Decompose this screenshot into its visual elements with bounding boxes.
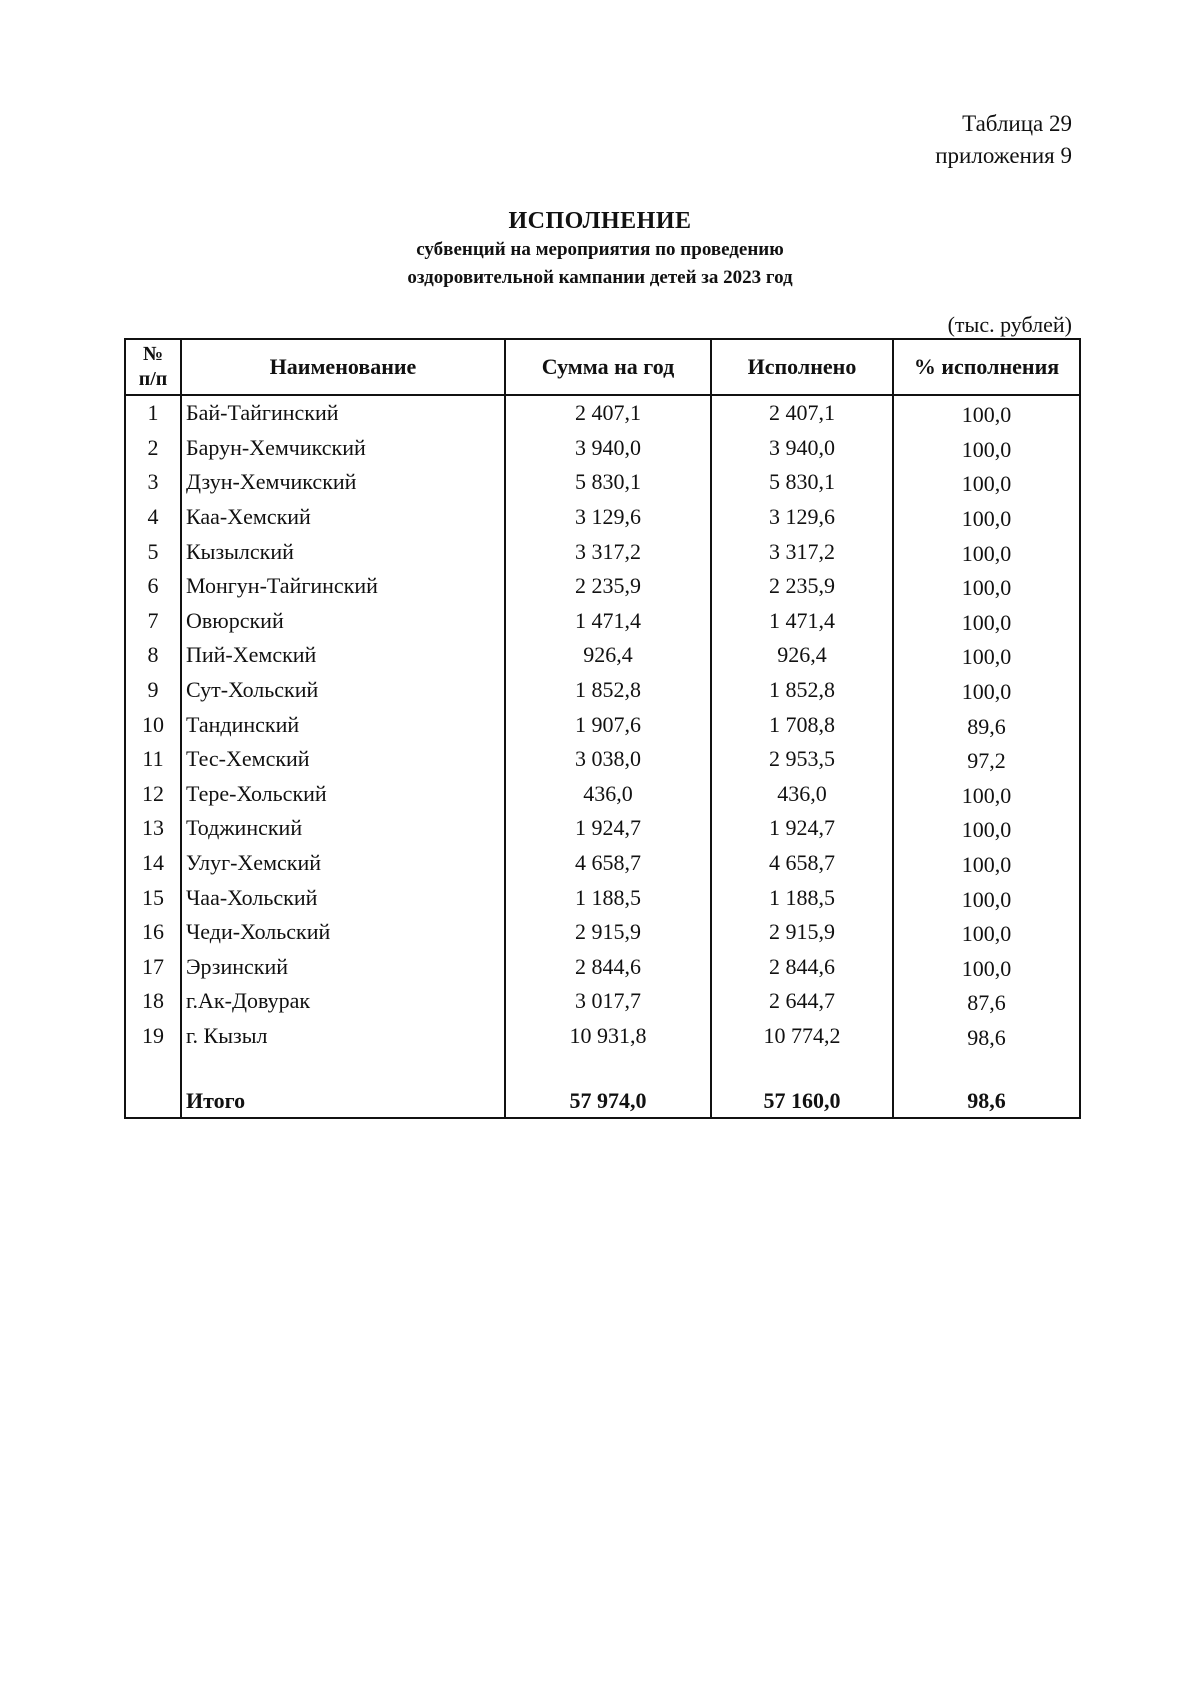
row-name: Тере-Хольский xyxy=(181,777,505,812)
row-sum: 1 924,7 xyxy=(505,811,711,846)
row-name: Чеди-Хольский xyxy=(181,915,505,950)
row-done: 1 924,7 xyxy=(711,811,893,846)
row-number: 4 xyxy=(125,500,181,535)
total-pct: 98,6 xyxy=(893,1085,1080,1118)
row-number: 5 xyxy=(125,534,181,569)
header-done: Исполнено xyxy=(711,339,893,395)
table-total-row xyxy=(125,1085,1080,1118)
row-number: 7 xyxy=(125,604,181,639)
row-number: 11 xyxy=(125,742,181,777)
row-pct: 87,6 xyxy=(893,984,1080,1019)
table-row xyxy=(125,604,1080,639)
row-number: 6 xyxy=(125,569,181,604)
row-name: Каа-Хемский xyxy=(181,500,505,535)
header-number xyxy=(125,339,181,395)
row-sum: 3 038,0 xyxy=(505,742,711,777)
row-done: 3 129,6 xyxy=(711,500,893,535)
row-number: 12 xyxy=(125,777,181,812)
row-done: 3 317,2 xyxy=(711,534,893,569)
row-name: Сут-Хольский xyxy=(181,673,505,708)
row-done: 3 940,0 xyxy=(711,431,893,466)
header-number-line2: п/п xyxy=(138,368,168,390)
row-pct: 100,0 xyxy=(893,950,1080,985)
row-sum: 5 830,1 xyxy=(505,465,711,500)
document-subtitle-line1: субвенций на мероприятия по проведению xyxy=(416,239,784,260)
row-number: 14 xyxy=(125,846,181,881)
document-subtitle-line2: оздоровительной кампании детей за 2023 год xyxy=(407,267,793,288)
row-sum: 436,0 xyxy=(505,777,711,812)
row-done: 2 915,9 xyxy=(711,915,893,950)
table-row xyxy=(125,638,1080,673)
row-number: 10 xyxy=(125,707,181,742)
row-name: г. Кызыл xyxy=(181,1019,505,1054)
row-pct: 100,0 xyxy=(893,915,1080,950)
row-name: Кызылский xyxy=(181,534,505,569)
table-reference xyxy=(935,108,1072,172)
table-number: Таблица 29 xyxy=(962,111,1072,136)
row-number: 3 xyxy=(125,465,181,500)
row-sum: 1 852,8 xyxy=(505,673,711,708)
row-number: 2 xyxy=(125,431,181,466)
row-name: Тес-Хемский xyxy=(181,742,505,777)
row-sum: 3 017,7 xyxy=(505,984,711,1019)
row-done: 5 830,1 xyxy=(711,465,893,500)
appendix-number: приложения 9 xyxy=(935,143,1072,168)
row-name: Овюрский xyxy=(181,604,505,639)
row-name: Монгун-Тайгинский xyxy=(181,569,505,604)
row-sum: 4 658,7 xyxy=(505,846,711,881)
document-title: ИСПОЛНЕНИЕ xyxy=(508,208,692,234)
document-title-block xyxy=(0,206,1200,292)
table-row xyxy=(125,846,1080,881)
row-name: Эрзинский xyxy=(181,950,505,985)
row-pct: 100,0 xyxy=(893,880,1080,915)
row-sum: 3 317,2 xyxy=(505,534,711,569)
table-row xyxy=(125,500,1080,535)
table-row xyxy=(125,395,1080,431)
header-pct: % исполнения xyxy=(893,339,1080,395)
row-number: 1 xyxy=(125,395,181,431)
row-pct: 100,0 xyxy=(893,395,1080,431)
row-pct: 100,0 xyxy=(893,673,1080,708)
row-sum: 2 235,9 xyxy=(505,569,711,604)
total-name: Итого xyxy=(181,1085,505,1118)
row-done: 10 774,2 xyxy=(711,1019,893,1054)
table-row xyxy=(125,811,1080,846)
row-name: Пий-Хемский xyxy=(181,638,505,673)
header-name: Наименование xyxy=(181,339,505,395)
row-name: Тоджинский xyxy=(181,811,505,846)
row-sum: 2 915,9 xyxy=(505,915,711,950)
row-name: Дзун-Хемчикский xyxy=(181,465,505,500)
row-pct: 100,0 xyxy=(893,431,1080,466)
row-pct: 89,6 xyxy=(893,707,1080,742)
row-done: 2 953,5 xyxy=(711,742,893,777)
table-row xyxy=(125,984,1080,1019)
row-done: 4 658,7 xyxy=(711,846,893,881)
row-number: 19 xyxy=(125,1019,181,1054)
row-done: 926,4 xyxy=(711,638,893,673)
row-number: 9 xyxy=(125,673,181,708)
row-name: Тандинский xyxy=(181,707,505,742)
row-done: 1 188,5 xyxy=(711,880,893,915)
table-row xyxy=(125,569,1080,604)
row-name: г.Ак-Довурак xyxy=(181,984,505,1019)
row-number: 8 xyxy=(125,638,181,673)
row-pct: 100,0 xyxy=(893,465,1080,500)
table-spacer-row xyxy=(125,1053,1080,1085)
table-row xyxy=(125,880,1080,915)
table-row xyxy=(125,673,1080,708)
row-name: Бай-Тайгинский xyxy=(181,395,505,431)
row-done: 1 708,8 xyxy=(711,707,893,742)
row-done: 1 471,4 xyxy=(711,604,893,639)
table-header-row xyxy=(125,339,1080,395)
row-number: 17 xyxy=(125,950,181,985)
row-sum: 2 407,1 xyxy=(505,395,711,431)
row-pct: 100,0 xyxy=(893,846,1080,881)
table-row xyxy=(125,1019,1080,1054)
row-number: 15 xyxy=(125,880,181,915)
row-name: Чаа-Хольский xyxy=(181,880,505,915)
row-number: 18 xyxy=(125,984,181,1019)
total-sum: 57 974,0 xyxy=(505,1085,711,1118)
row-sum: 1 471,4 xyxy=(505,604,711,639)
row-pct: 100,0 xyxy=(893,534,1080,569)
row-done: 2 844,6 xyxy=(711,950,893,985)
row-sum: 2 844,6 xyxy=(505,950,711,985)
row-done: 2 644,7 xyxy=(711,984,893,1019)
row-pct: 97,2 xyxy=(893,742,1080,777)
row-pct: 100,0 xyxy=(893,604,1080,639)
row-sum: 10 931,8 xyxy=(505,1019,711,1054)
row-pct: 98,6 xyxy=(893,1019,1080,1054)
row-sum: 3 940,0 xyxy=(505,431,711,466)
row-done: 436,0 xyxy=(711,777,893,812)
table-row xyxy=(125,465,1080,500)
row-pct: 100,0 xyxy=(893,500,1080,535)
row-done: 2 235,9 xyxy=(711,569,893,604)
table-row xyxy=(125,534,1080,569)
header-sum: Сумма на год xyxy=(505,339,711,395)
row-done: 2 407,1 xyxy=(711,395,893,431)
table-row xyxy=(125,431,1080,466)
row-sum: 926,4 xyxy=(505,638,711,673)
row-pct: 100,0 xyxy=(893,811,1080,846)
table-row xyxy=(125,707,1080,742)
table-row xyxy=(125,915,1080,950)
row-done: 1 852,8 xyxy=(711,673,893,708)
row-name: Барун-Хемчикский xyxy=(181,431,505,466)
table-row xyxy=(125,777,1080,812)
units-note: (тыс. рублей) xyxy=(947,312,1072,337)
row-name: Улуг-Хемский xyxy=(181,846,505,881)
row-pct: 100,0 xyxy=(893,569,1080,604)
row-pct: 100,0 xyxy=(893,638,1080,673)
row-sum: 1 188,5 xyxy=(505,880,711,915)
row-sum: 1 907,6 xyxy=(505,707,711,742)
header-number-line1: № xyxy=(142,343,164,365)
row-number: 16 xyxy=(125,915,181,950)
table-row xyxy=(125,742,1080,777)
table-row xyxy=(125,950,1080,985)
total-done: 57 160,0 xyxy=(711,1085,893,1118)
row-pct: 100,0 xyxy=(893,777,1080,812)
row-number: 13 xyxy=(125,811,181,846)
execution-table xyxy=(124,338,1081,1119)
row-sum: 3 129,6 xyxy=(505,500,711,535)
